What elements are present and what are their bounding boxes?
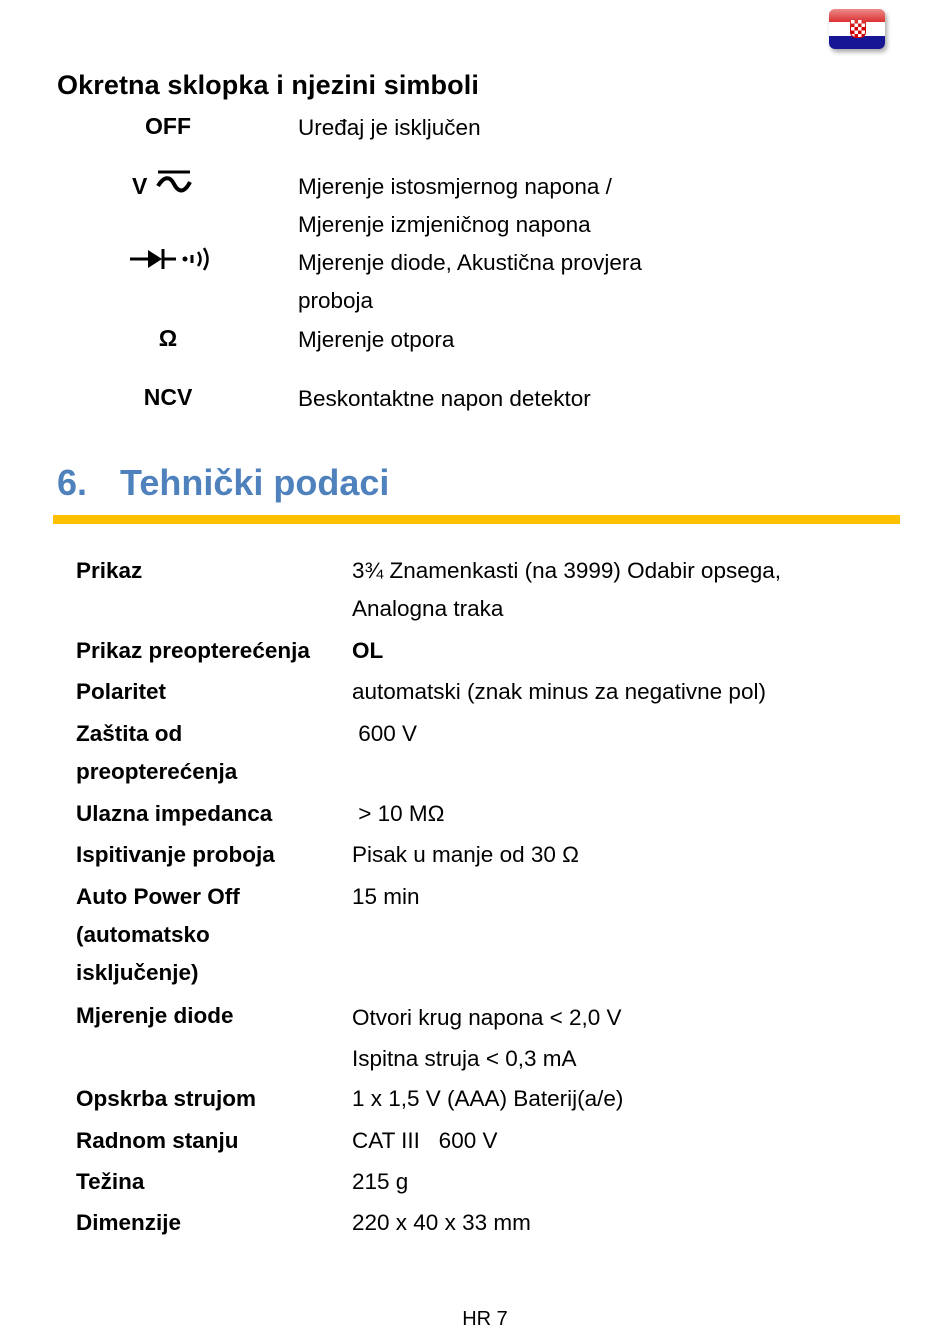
section-title bbox=[57, 462, 389, 504]
spec-value: 220 x 40 x 33 mm bbox=[352, 1210, 531, 1235]
spec-label: Prikaz bbox=[76, 558, 143, 583]
croatia-flag-icon bbox=[829, 9, 885, 49]
symbol-ohm: Ω bbox=[158, 325, 178, 351]
spec-value: 15 min bbox=[352, 884, 420, 909]
page-number: HR 7 bbox=[462, 1308, 508, 1330]
spec-value: > 10 MΩ bbox=[352, 801, 445, 826]
spec-value: 215 g bbox=[352, 1169, 409, 1194]
symbol-voltage-letter: V bbox=[132, 173, 148, 199]
symbol-voltage-description: Mjerenje istosmjernog napona / Mjerenje izmjeničnog napona bbox=[298, 174, 612, 237]
switch-symbols-heading: Okretna sklopka i njezini simboli bbox=[57, 70, 479, 100]
spec-value: Pisak u manje od 30 Ω bbox=[352, 842, 579, 867]
spec-value: 3¾ Znamenkasti (na 3999) Odabir opsega, Analogna traka bbox=[352, 558, 782, 621]
symbol-off: OFF bbox=[145, 113, 191, 139]
spec-label: Zaštita od preopterećenja bbox=[76, 721, 238, 784]
section-divider bbox=[53, 515, 900, 524]
spec-label: Opskrba strujom bbox=[76, 1086, 257, 1111]
spec-value: automatski (znak minus za negativne pol) bbox=[352, 679, 766, 704]
spec-value: CAT III 600 V bbox=[352, 1128, 498, 1153]
spec-value: 1 x 1,5 V (AAA) Baterij(a/e) bbox=[352, 1086, 624, 1111]
symbol-off-description: Uređaj je isključen bbox=[298, 115, 481, 140]
spec-label: Polaritet bbox=[76, 679, 167, 704]
section-title-text: Tehnički podaci bbox=[120, 462, 390, 503]
spec-label: Dimenzije bbox=[76, 1210, 182, 1235]
spec-label: Radnom stanju bbox=[76, 1128, 239, 1153]
spec-label: Ispitivanje proboja bbox=[76, 842, 275, 867]
spec-label: Auto Power Off (automatsko isključenje) bbox=[76, 884, 240, 985]
spec-label: Mjerenje diode bbox=[76, 1003, 234, 1028]
spec-label: Ulazna impedanca bbox=[76, 801, 273, 826]
symbol-ohm-description: Mjerenje otpora bbox=[298, 327, 455, 352]
symbol-diode-description: Mjerenje diode, Akustična provjera proboja bbox=[298, 250, 642, 313]
spec-label: Prikaz preopterećenja bbox=[76, 638, 310, 663]
spec-value: 600 V bbox=[352, 721, 418, 746]
spec-value: OL bbox=[352, 638, 384, 663]
symbol-ncv-description: Beskontaktne napon detektor bbox=[298, 386, 591, 411]
spec-value: Otvori krug napona < 2,0 V Ispitna struja < 0,3 mA bbox=[352, 1005, 622, 1071]
section-number: 6. bbox=[57, 462, 88, 503]
diode-continuity-icon bbox=[128, 245, 212, 273]
spec-label: Težina bbox=[76, 1169, 145, 1194]
symbol-ncv: NCV bbox=[143, 384, 193, 410]
ac-dc-voltage-icon bbox=[132, 168, 202, 200]
ac-dc-wave-icon bbox=[154, 168, 194, 198]
